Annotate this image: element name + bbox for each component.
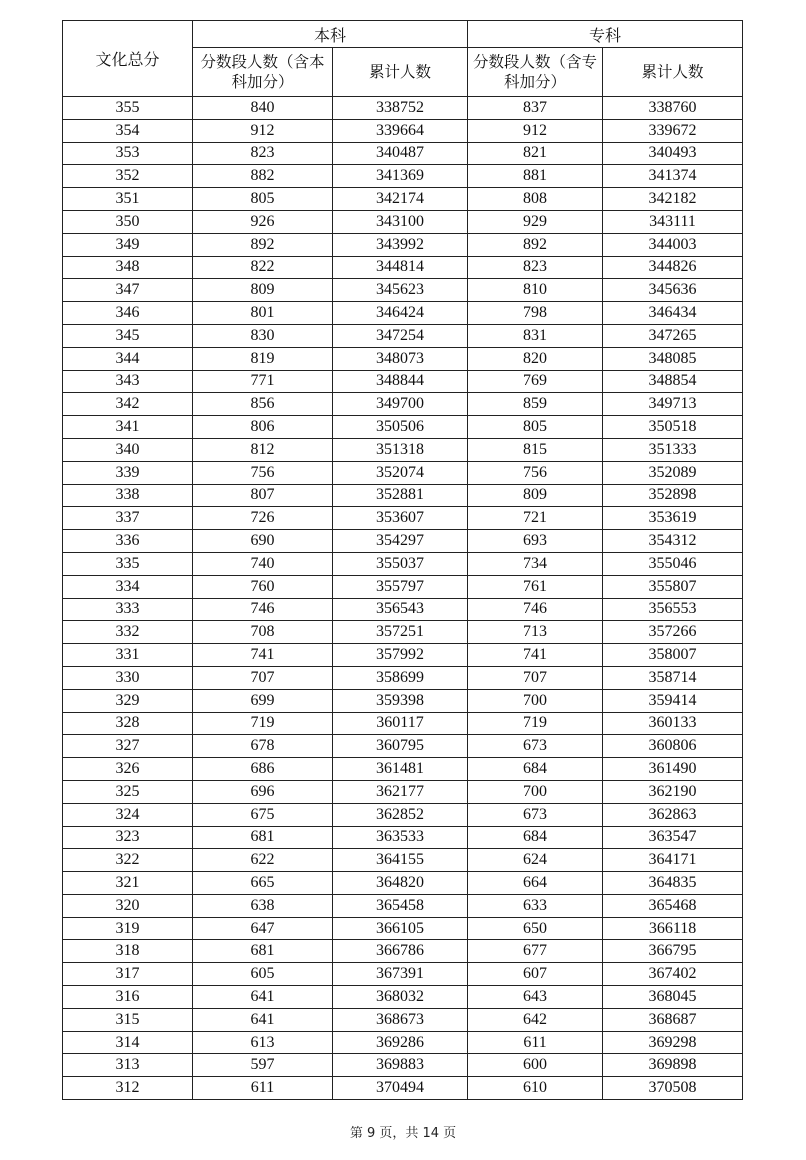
table-row (63, 872, 743, 895)
junior-count-cell: 673 (468, 803, 603, 826)
junior-count-cell: 610 (468, 1077, 603, 1100)
junior-cumulative-cell: 365468 (603, 894, 743, 917)
undergrad-cumulative-cell: 352881 (333, 484, 468, 507)
junior-count-cell: 881 (468, 165, 603, 188)
junior-count-cell: 693 (468, 530, 603, 553)
undergrad-cumulative-cell: 351318 (333, 438, 468, 461)
junior-cumulative-cell: 346434 (603, 302, 743, 325)
undergrad-count-cell: 746 (193, 598, 333, 621)
junior-count-cell: 721 (468, 507, 603, 530)
junior-cumulative-cell: 370508 (603, 1077, 743, 1100)
table-row (63, 370, 743, 393)
undergrad-cumulative-cell: 364155 (333, 849, 468, 872)
table-row (63, 689, 743, 712)
junior-cumulative-cell: 339672 (603, 119, 743, 142)
junior-count-cell: 673 (468, 735, 603, 758)
table-row (63, 917, 743, 940)
undergrad-count-cell: 830 (193, 324, 333, 347)
junior-cumulative-cell: 349713 (603, 393, 743, 416)
junior-cumulative-cell: 340493 (603, 142, 743, 165)
junior-count-cell: 734 (468, 552, 603, 575)
junior-cumulative-cell: 355807 (603, 575, 743, 598)
score-cell: 339 (63, 461, 193, 484)
junior-cumulative-cell: 369298 (603, 1031, 743, 1054)
score-cell: 313 (63, 1054, 193, 1077)
table-row (63, 461, 743, 484)
undergrad-count-cell: 707 (193, 666, 333, 689)
score-header: 文化总分 (63, 21, 193, 97)
undergrad-cumulative-cell: 369286 (333, 1031, 468, 1054)
undergrad-cumulative-cell: 343100 (333, 210, 468, 233)
score-cell: 355 (63, 97, 193, 120)
table-row (63, 507, 743, 530)
junior-count-cell: 719 (468, 712, 603, 735)
undergrad-cumulative-cell: 355037 (333, 552, 468, 575)
undergrad-count-cell: 741 (193, 644, 333, 667)
junior-cumulative-cell: 354312 (603, 530, 743, 553)
undergrad-cumulative-cell: 347254 (333, 324, 468, 347)
table-row (63, 666, 743, 689)
score-cell: 331 (63, 644, 193, 667)
undergrad-count-cell: 597 (193, 1054, 333, 1077)
junior-cumulative-cell: 343111 (603, 210, 743, 233)
undergrad-cumulative-cell: 344814 (333, 256, 468, 279)
table-row (63, 210, 743, 233)
junior-cumulative-cell: 360133 (603, 712, 743, 735)
table-row (63, 165, 743, 188)
score-cell: 326 (63, 758, 193, 781)
score-cell: 343 (63, 370, 193, 393)
undergrad-cumulative-cell: 367391 (333, 963, 468, 986)
undergrad-header: 本科 (193, 21, 468, 48)
undergrad-cumulative-cell: 346424 (333, 302, 468, 325)
table-row (63, 279, 743, 302)
undergrad-count-cell: 807 (193, 484, 333, 507)
undergrad-count-cell: 726 (193, 507, 333, 530)
undergrad-count-cell: 840 (193, 97, 333, 120)
junior-cumulative-cell: 356553 (603, 598, 743, 621)
table-row (63, 188, 743, 211)
junior-cumulative-cell: 368687 (603, 1008, 743, 1031)
junior-count-cell: 837 (468, 97, 603, 120)
score-cell: 351 (63, 188, 193, 211)
undergrad-count-cell: 760 (193, 575, 333, 598)
table-row (63, 894, 743, 917)
undergrad-count-cell: 641 (193, 1008, 333, 1031)
junior-cumulative-cell: 351333 (603, 438, 743, 461)
score-cell: 346 (63, 302, 193, 325)
junior-cumulative-cell: 364835 (603, 872, 743, 895)
junior-count-cell: 892 (468, 233, 603, 256)
undergrad-count-cell: 611 (193, 1077, 333, 1100)
page-footer: 第 9 页，共 14 页 (349, 1126, 457, 1141)
undergrad-count-cell: 690 (193, 530, 333, 553)
junior-count-cell: 642 (468, 1008, 603, 1031)
junior-cumulative-cell: 344003 (603, 233, 743, 256)
undergrad-count-cell: 806 (193, 416, 333, 439)
undergrad-count-cell: 823 (193, 142, 333, 165)
score-cell: 353 (63, 142, 193, 165)
junior-count-cell: 761 (468, 575, 603, 598)
undergrad-count-cell: 696 (193, 780, 333, 803)
junior-cumulative-cell: 344826 (603, 256, 743, 279)
undergrad-cumulative-cell: 355797 (333, 575, 468, 598)
table-row (63, 758, 743, 781)
table-row (63, 416, 743, 439)
junior-cumulative-cell: 360806 (603, 735, 743, 758)
score-cell: 345 (63, 324, 193, 347)
table-row (63, 575, 743, 598)
undergrad-cumulative-cell: 368673 (333, 1008, 468, 1031)
junior-count-cell: 707 (468, 666, 603, 689)
junior-count-cell: 769 (468, 370, 603, 393)
undergrad-cumulative-cell: 358699 (333, 666, 468, 689)
table-row (63, 644, 743, 667)
junior-count-cell: 700 (468, 689, 603, 712)
score-cell: 325 (63, 780, 193, 803)
undergrad-cumulative-cell: 362852 (333, 803, 468, 826)
junior-cumulative-cell: 342182 (603, 188, 743, 211)
score-cell: 322 (63, 849, 193, 872)
junior-header: 专科 (468, 21, 743, 48)
table-row (63, 598, 743, 621)
junior-cumulative-cell: 357266 (603, 621, 743, 644)
undergrad-cumulative-cell: 343992 (333, 233, 468, 256)
table-row (63, 1054, 743, 1077)
junior-count-cell: 607 (468, 963, 603, 986)
table-row (63, 552, 743, 575)
junior-count-cell: 805 (468, 416, 603, 439)
undergrad-cumulative-cell: 350506 (333, 416, 468, 439)
score-cell: 314 (63, 1031, 193, 1054)
undergrad-cumulative-cell: 360117 (333, 712, 468, 735)
junior-count-cell: 823 (468, 256, 603, 279)
undergrad-count-cell: 686 (193, 758, 333, 781)
junior-count-cell: 929 (468, 210, 603, 233)
score-cell: 320 (63, 894, 193, 917)
undergrad-cumulative-cell: 349700 (333, 393, 468, 416)
table-row (63, 1077, 743, 1100)
junior-cumulative-cell: 362863 (603, 803, 743, 826)
score-cell: 312 (63, 1077, 193, 1100)
table-row (63, 324, 743, 347)
undergrad-count-cell: 641 (193, 986, 333, 1009)
score-cell: 342 (63, 393, 193, 416)
table-row (63, 712, 743, 735)
junior-count-cell: 820 (468, 347, 603, 370)
junior-cumulative-cell: 348854 (603, 370, 743, 393)
junior-cumulative-cell: 363547 (603, 826, 743, 849)
score-cell: 349 (63, 233, 193, 256)
undergrad-count-cell: 805 (193, 188, 333, 211)
score-cell: 319 (63, 917, 193, 940)
table-row (63, 780, 743, 803)
score-cell: 323 (63, 826, 193, 849)
undergrad-cumulative-cell: 354297 (333, 530, 468, 553)
table-row (63, 826, 743, 849)
score-cell: 328 (63, 712, 193, 735)
junior-cumulative-cell: 338760 (603, 97, 743, 120)
undergrad-count-cell: 801 (193, 302, 333, 325)
junior-count-cell: 821 (468, 142, 603, 165)
undergrad-count-cell: 622 (193, 849, 333, 872)
score-cell: 317 (63, 963, 193, 986)
undergrad-cumulative-cell: 360795 (333, 735, 468, 758)
table-row (63, 963, 743, 986)
undergrad-cumulative-cell: 353607 (333, 507, 468, 530)
undergrad-cumulative-cell: 365458 (333, 894, 468, 917)
junior-cumulative-cell: 366118 (603, 917, 743, 940)
junior-cumulative-cell: 341374 (603, 165, 743, 188)
table-row (63, 142, 743, 165)
undergrad-count-cell: 912 (193, 119, 333, 142)
table-row (63, 438, 743, 461)
table-row (63, 803, 743, 826)
score-cell: 315 (63, 1008, 193, 1031)
table-body (63, 97, 743, 1100)
junior-count-cell: 859 (468, 393, 603, 416)
junior-cumulative-cell: 366795 (603, 940, 743, 963)
junior-count-cell: 700 (468, 780, 603, 803)
table-row (63, 986, 743, 1009)
junior-cumulative-cell: 355046 (603, 552, 743, 575)
score-cell: 334 (63, 575, 193, 598)
undergrad-count-cell: 882 (193, 165, 333, 188)
undergrad-count-cell: 819 (193, 347, 333, 370)
score-cell: 329 (63, 689, 193, 712)
junior-count-cell: 643 (468, 986, 603, 1009)
junior-cumulative-cell: 347265 (603, 324, 743, 347)
junior-count-cell: 756 (468, 461, 603, 484)
score-cell: 324 (63, 803, 193, 826)
table-row (63, 940, 743, 963)
junior-count-cell: 600 (468, 1054, 603, 1077)
undergrad-count-cell: 699 (193, 689, 333, 712)
undergrad-count-header: 分数段人数（含本科加分） (193, 48, 333, 97)
undergrad-count-cell: 812 (193, 438, 333, 461)
junior-cumulative-cell: 362190 (603, 780, 743, 803)
undergrad-cumulative-header: 累计人数 (333, 48, 468, 97)
junior-count-cell: 815 (468, 438, 603, 461)
table-row (63, 530, 743, 553)
undergrad-cumulative-cell: 370494 (333, 1077, 468, 1100)
undergrad-cumulative-cell: 348073 (333, 347, 468, 370)
junior-cumulative-cell: 358714 (603, 666, 743, 689)
undergrad-cumulative-cell: 352074 (333, 461, 468, 484)
undergrad-cumulative-cell: 366786 (333, 940, 468, 963)
score-distribution-sheet (62, 20, 742, 1100)
undergrad-count-cell: 892 (193, 233, 333, 256)
junior-count-cell: 624 (468, 849, 603, 872)
score-cell: 327 (63, 735, 193, 758)
junior-cumulative-header: 累计人数 (603, 48, 743, 97)
undergrad-cumulative-cell: 359398 (333, 689, 468, 712)
table-row (63, 484, 743, 507)
undergrad-count-cell: 675 (193, 803, 333, 826)
undergrad-cumulative-cell: 338752 (333, 97, 468, 120)
undergrad-count-cell: 809 (193, 279, 333, 302)
undergrad-cumulative-cell: 363533 (333, 826, 468, 849)
undergrad-count-cell: 665 (193, 872, 333, 895)
undergrad-cumulative-cell: 357251 (333, 621, 468, 644)
score-cell: 347 (63, 279, 193, 302)
junior-count-cell: 831 (468, 324, 603, 347)
undergrad-count-cell: 681 (193, 826, 333, 849)
undergrad-count-cell: 856 (193, 393, 333, 416)
score-cell: 333 (63, 598, 193, 621)
junior-cumulative-cell: 350518 (603, 416, 743, 439)
undergrad-cumulative-cell: 366105 (333, 917, 468, 940)
score-cell: 348 (63, 256, 193, 279)
undergrad-count-cell: 638 (193, 894, 333, 917)
table-row (63, 347, 743, 370)
junior-count-cell: 664 (468, 872, 603, 895)
score-cell: 354 (63, 119, 193, 142)
table-row (63, 621, 743, 644)
score-cell: 335 (63, 552, 193, 575)
junior-count-cell: 741 (468, 644, 603, 667)
score-cell: 341 (63, 416, 193, 439)
undergrad-cumulative-cell: 339664 (333, 119, 468, 142)
junior-count-header: 分数段人数（含专科加分） (468, 48, 603, 97)
score-cell: 330 (63, 666, 193, 689)
junior-count-cell: 684 (468, 758, 603, 781)
junior-cumulative-cell: 352089 (603, 461, 743, 484)
junior-cumulative-cell: 352898 (603, 484, 743, 507)
undergrad-cumulative-cell: 368032 (333, 986, 468, 1009)
table-row (63, 119, 743, 142)
junior-cumulative-cell: 348085 (603, 347, 743, 370)
undergrad-count-cell: 740 (193, 552, 333, 575)
score-distribution-table (62, 20, 743, 1100)
table-row (63, 256, 743, 279)
junior-cumulative-cell: 345636 (603, 279, 743, 302)
table-row (63, 1008, 743, 1031)
undergrad-cumulative-cell: 362177 (333, 780, 468, 803)
junior-count-cell: 809 (468, 484, 603, 507)
score-cell: 344 (63, 347, 193, 370)
undergrad-cumulative-cell: 361481 (333, 758, 468, 781)
undergrad-cumulative-cell: 364820 (333, 872, 468, 895)
junior-count-cell: 713 (468, 621, 603, 644)
undergrad-count-cell: 605 (193, 963, 333, 986)
junior-count-cell: 746 (468, 598, 603, 621)
junior-cumulative-cell: 358007 (603, 644, 743, 667)
score-cell: 337 (63, 507, 193, 530)
undergrad-cumulative-cell: 342174 (333, 188, 468, 211)
table-row (63, 849, 743, 872)
table-row (63, 302, 743, 325)
junior-count-cell: 798 (468, 302, 603, 325)
score-cell: 332 (63, 621, 193, 644)
undergrad-cumulative-cell: 340487 (333, 142, 468, 165)
junior-count-cell: 611 (468, 1031, 603, 1054)
score-cell: 318 (63, 940, 193, 963)
junior-count-cell: 684 (468, 826, 603, 849)
score-cell: 316 (63, 986, 193, 1009)
undergrad-count-cell: 647 (193, 917, 333, 940)
undergrad-cumulative-cell: 356543 (333, 598, 468, 621)
score-cell: 340 (63, 438, 193, 461)
junior-count-cell: 633 (468, 894, 603, 917)
table-row (63, 97, 743, 120)
junior-cumulative-cell: 359414 (603, 689, 743, 712)
score-cell: 352 (63, 165, 193, 188)
score-cell: 321 (63, 872, 193, 895)
undergrad-cumulative-cell: 348844 (333, 370, 468, 393)
undergrad-count-cell: 926 (193, 210, 333, 233)
undergrad-count-cell: 771 (193, 370, 333, 393)
undergrad-cumulative-cell: 341369 (333, 165, 468, 188)
score-cell: 336 (63, 530, 193, 553)
score-cell: 338 (63, 484, 193, 507)
undergrad-cumulative-cell: 345623 (333, 279, 468, 302)
junior-cumulative-cell: 367402 (603, 963, 743, 986)
undergrad-count-cell: 756 (193, 461, 333, 484)
table-row (63, 735, 743, 758)
junior-cumulative-cell: 368045 (603, 986, 743, 1009)
undergrad-count-cell: 822 (193, 256, 333, 279)
table-row (63, 1031, 743, 1054)
junior-cumulative-cell: 353619 (603, 507, 743, 530)
table-row (63, 393, 743, 416)
junior-count-cell: 912 (468, 119, 603, 142)
undergrad-count-cell: 678 (193, 735, 333, 758)
junior-count-cell: 808 (468, 188, 603, 211)
junior-cumulative-cell: 364171 (603, 849, 743, 872)
junior-count-cell: 810 (468, 279, 603, 302)
undergrad-cumulative-cell: 357992 (333, 644, 468, 667)
junior-count-cell: 650 (468, 917, 603, 940)
score-cell: 350 (63, 210, 193, 233)
junior-count-cell: 677 (468, 940, 603, 963)
table-row (63, 233, 743, 256)
undergrad-cumulative-cell: 369883 (333, 1054, 468, 1077)
undergrad-count-cell: 708 (193, 621, 333, 644)
junior-cumulative-cell: 361490 (603, 758, 743, 781)
undergrad-count-cell: 719 (193, 712, 333, 735)
undergrad-count-cell: 613 (193, 1031, 333, 1054)
junior-cumulative-cell: 369898 (603, 1054, 743, 1077)
undergrad-count-cell: 681 (193, 940, 333, 963)
